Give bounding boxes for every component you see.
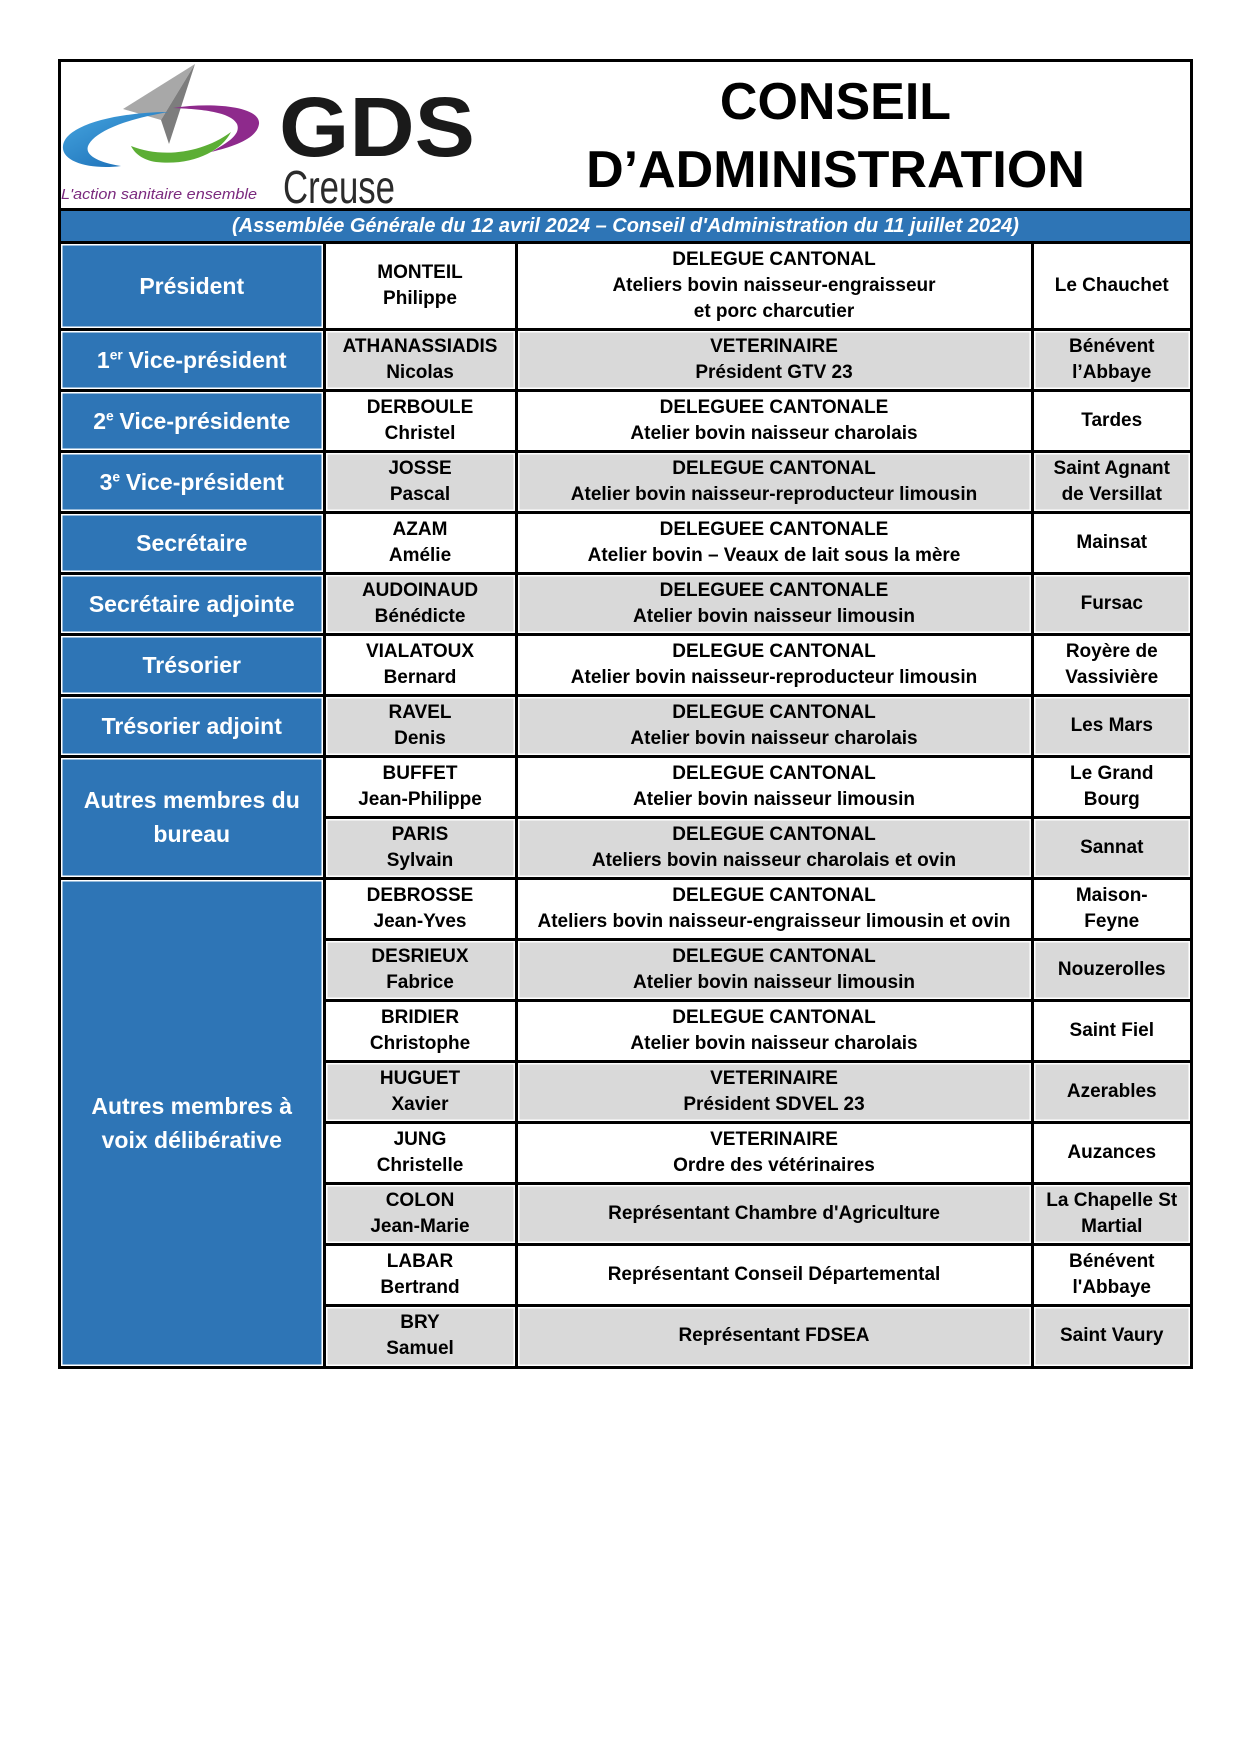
- commune-line: Maison-: [1075, 884, 1148, 906]
- member-commune-cell: [1032, 695, 1190, 756]
- function-line: Président GTV 23: [695, 361, 853, 383]
- member-commune-cell: [1032, 1061, 1190, 1122]
- member-name-cell: [324, 756, 516, 817]
- member-function-cell: [516, 1244, 1032, 1305]
- member-firstname: Christelle: [376, 1154, 464, 1176]
- role-label: bureau: [153, 821, 231, 847]
- role-label-line: [65, 465, 319, 499]
- member-row: [61, 329, 1190, 390]
- member-surname: DERBOULE: [366, 396, 474, 418]
- member-surname: JOSSE: [388, 457, 452, 479]
- role-cell: [61, 451, 324, 512]
- member-firstname: Xavier: [391, 1093, 449, 1115]
- commune-line: Martial: [1081, 1215, 1143, 1237]
- member-firstname: Christophe: [369, 1032, 471, 1054]
- member-row: [61, 756, 1190, 817]
- commune-line: Fursac: [1080, 592, 1143, 614]
- function-line: Ateliers bovin naisseur-engraisseur limousin et ovin: [537, 910, 1011, 932]
- function-line: Atelier bovin – Veaux de lait sous la mère: [587, 544, 961, 566]
- commune-line: Vassivière: [1065, 666, 1159, 688]
- member-function-cell: [516, 695, 1032, 756]
- function-line: Ateliers bovin naisseur-engraisseur: [612, 274, 936, 296]
- board-table: [61, 244, 1190, 1366]
- member-firstname: Jean-Marie: [370, 1215, 470, 1237]
- member-name-cell: [324, 451, 516, 512]
- member-commune-cell: [1032, 512, 1190, 573]
- logo-brand: GDS: [279, 80, 475, 174]
- commune-line: Saint Vaury: [1060, 1325, 1164, 1347]
- commune-line: Azerables: [1066, 1080, 1157, 1102]
- member-firstname: Jean-Philippe: [358, 788, 482, 810]
- member-name-cell: [324, 878, 516, 939]
- member-surname: RAVEL: [388, 701, 452, 723]
- commune-line: Bénévent: [1068, 1250, 1155, 1272]
- member-commune-cell: [1032, 939, 1190, 1000]
- member-function-cell: [516, 1305, 1032, 1366]
- member-function-cell: [516, 634, 1032, 695]
- commune-line: Les Mars: [1070, 714, 1153, 736]
- member-name-cell: [324, 634, 516, 695]
- member-firstname: Nicolas: [386, 361, 454, 383]
- member-firstname: Samuel: [386, 1338, 454, 1360]
- member-name-cell: [324, 1122, 516, 1183]
- member-surname: BUFFET: [382, 762, 458, 784]
- function-line: DELEGUE CANTONAL: [672, 762, 876, 784]
- member-name-cell: [324, 573, 516, 634]
- member-surname: BRIDIER: [380, 1006, 460, 1028]
- member-name-cell: [324, 1183, 516, 1244]
- member-firstname: Sylvain: [386, 849, 454, 871]
- member-commune-cell: [1032, 244, 1190, 329]
- member-row: [61, 512, 1190, 573]
- member-commune-cell: [1032, 878, 1190, 939]
- member-firstname: Jean-Yves: [373, 910, 467, 932]
- logo-green-swoosh-icon: [131, 132, 231, 163]
- role-label: Secrétaire: [136, 529, 248, 556]
- commune-line: Mainsat: [1076, 531, 1148, 553]
- commune-line: La Chapelle St: [1046, 1189, 1178, 1211]
- member-function-cell: [516, 1183, 1032, 1244]
- role-cell: [61, 695, 324, 756]
- role-rank-number: 1: [96, 346, 110, 373]
- commune-line: Saint Agnant: [1053, 457, 1170, 479]
- function-line: DELEGUE CANTONAL: [672, 248, 876, 270]
- commune-line: Bourg: [1083, 788, 1140, 810]
- logo-tagline: L'action sanitaire ensemble: [61, 186, 257, 203]
- role-rank-suffix: er: [109, 346, 123, 362]
- commune-line: Auzances: [1067, 1141, 1157, 1163]
- member-surname: HUGUET: [379, 1067, 461, 1089]
- member-surname: AUDOINAUD: [361, 579, 479, 601]
- page-title: [481, 68, 1190, 204]
- role-label: Vice-présidente: [119, 407, 291, 434]
- member-function-cell: [516, 390, 1032, 451]
- member-name-cell: [324, 1244, 516, 1305]
- member-commune-cell: [1032, 329, 1190, 390]
- member-function-cell: [516, 756, 1032, 817]
- role-label: Président: [139, 272, 245, 299]
- function-line: Représentant FDSEA: [678, 1325, 870, 1347]
- member-function-cell: [516, 573, 1032, 634]
- member-surname: DEBROSSE: [366, 884, 474, 906]
- member-firstname: Bertrand: [380, 1276, 460, 1298]
- commune-line: Saint Fiel: [1069, 1019, 1154, 1041]
- member-commune-cell: [1032, 573, 1190, 634]
- role-cell: [61, 573, 324, 634]
- role-cell: [61, 329, 324, 390]
- member-firstname: Christel: [384, 422, 456, 444]
- function-line: DELEGUEE CANTONALE: [659, 396, 889, 418]
- commune-line: Le Grand: [1070, 762, 1154, 784]
- role-rank-number: 3: [99, 468, 113, 495]
- member-function-cell: [516, 878, 1032, 939]
- function-line: DELEGUE CANTONAL: [672, 701, 876, 723]
- function-line: DELEGUE CANTONAL: [672, 884, 876, 906]
- function-line: DELEGUE CANTONAL: [672, 1006, 876, 1028]
- function-line: et porc charcutier: [693, 300, 855, 322]
- commune-line: Le Chauchet: [1054, 274, 1169, 296]
- role-label: Trésorier: [142, 651, 241, 678]
- function-line: Atelier bovin naisseur charolais: [630, 1032, 918, 1054]
- function-line: Représentant Chambre d'Agriculture: [608, 1202, 940, 1224]
- role-rank-suffix: e: [105, 407, 114, 423]
- member-name-cell: [324, 1000, 516, 1061]
- board-frame: [58, 59, 1193, 1369]
- logo-pointer-icon: [123, 64, 195, 144]
- board-table-body: [61, 244, 1190, 1366]
- function-line: Représentant Conseil Départemental: [607, 1263, 941, 1285]
- member-function-cell: [516, 512, 1032, 573]
- function-line: VETERINAIRE: [710, 335, 838, 357]
- member-name-cell: [324, 1061, 516, 1122]
- member-function-cell: [516, 1061, 1032, 1122]
- function-line: Ordre des vétérinaires: [673, 1154, 875, 1176]
- member-surname: AZAM: [392, 518, 448, 540]
- member-firstname: Denis: [394, 727, 446, 749]
- member-name-cell: [324, 390, 516, 451]
- commune-line: Tardes: [1081, 409, 1143, 431]
- function-line: DELEGUEE CANTONALE: [659, 579, 889, 601]
- document-header: [61, 62, 1190, 211]
- member-commune-cell: [1032, 817, 1190, 878]
- member-surname: COLON: [385, 1189, 455, 1211]
- role-cell: [61, 512, 324, 573]
- member-surname: PARIS: [391, 823, 449, 845]
- member-surname: BRY: [400, 1312, 440, 1334]
- member-row: [61, 634, 1190, 695]
- meeting-subtitle: (Assemblée Générale du 12 avril 2024 – Conseil d'Administration du 11 juillet 2024): [61, 211, 1190, 244]
- function-line: VETERINAIRE: [710, 1128, 838, 1150]
- member-commune-cell: [1032, 1122, 1190, 1183]
- member-name-cell: [324, 1305, 516, 1366]
- role-label: voix délibérative: [101, 1126, 282, 1153]
- function-line: Atelier bovin naisseur limousin: [633, 788, 915, 810]
- title-line: D’ADMINISTRATION: [586, 141, 1085, 199]
- member-commune-cell: [1032, 1244, 1190, 1305]
- member-function-cell: [516, 1000, 1032, 1061]
- function-line: Président SDVEL 23: [683, 1093, 865, 1115]
- function-line: Atelier bovin naisseur-reproducteur limousin: [570, 483, 978, 505]
- member-function-cell: [516, 451, 1032, 512]
- role-rank-number: 2: [93, 407, 106, 434]
- function-line: DELEGUE CANTONAL: [672, 457, 876, 479]
- member-row: [61, 573, 1190, 634]
- member-firstname: Bénédicte: [374, 605, 466, 627]
- role-cell: [61, 390, 324, 451]
- member-commune-cell: [1032, 451, 1190, 512]
- function-line: DELEGUE CANTONAL: [672, 640, 876, 662]
- function-line: Atelier bovin naisseur charolais: [630, 727, 918, 749]
- role-rank-suffix: e: [112, 468, 121, 484]
- member-function-cell: [516, 817, 1032, 878]
- role-label: Vice-président: [128, 346, 287, 373]
- member-commune-cell: [1032, 1000, 1190, 1061]
- member-commune-cell: [1032, 1305, 1190, 1366]
- member-firstname: Bernard: [383, 666, 457, 688]
- member-name-cell: [324, 939, 516, 1000]
- member-commune-cell: [1032, 756, 1190, 817]
- member-surname: DESRIEUX: [371, 945, 469, 967]
- member-row: [61, 695, 1190, 756]
- member-commune-cell: [1032, 390, 1190, 451]
- commune-line: Nouzerolles: [1057, 958, 1166, 980]
- function-line: Atelier bovin naisseur charolais: [630, 422, 918, 444]
- role-label: Vice-président: [125, 468, 284, 495]
- member-name-cell: [324, 329, 516, 390]
- role-label: Autres membres à: [91, 1092, 293, 1119]
- title-line: CONSEIL: [719, 73, 952, 131]
- commune-line: Bénévent: [1068, 335, 1155, 357]
- function-line: Atelier bovin naisseur-reproducteur limousin: [570, 666, 978, 688]
- member-row: [61, 244, 1190, 329]
- role-label: Autres membres du: [83, 787, 300, 813]
- member-surname: MONTEIL: [377, 261, 463, 283]
- member-name-cell: [324, 512, 516, 573]
- function-line: DELEGUEE CANTONALE: [659, 518, 889, 540]
- member-firstname: Fabrice: [386, 971, 454, 993]
- role-label-line: [65, 404, 319, 438]
- role-cell: [61, 244, 324, 329]
- role-cell: [61, 634, 324, 695]
- function-line: Atelier bovin naisseur limousin: [633, 971, 915, 993]
- member-row: [61, 878, 1190, 939]
- commune-line: l'Abbaye: [1072, 1276, 1151, 1298]
- function-line: DELEGUE CANTONAL: [672, 945, 876, 967]
- member-function-cell: [516, 1122, 1032, 1183]
- role-cell: [61, 756, 324, 878]
- member-row: [61, 451, 1190, 512]
- member-firstname: Amélie: [388, 544, 452, 566]
- function-line: Ateliers bovin naisseur charolais et ovin: [591, 849, 957, 871]
- member-function-cell: [516, 939, 1032, 1000]
- commune-line: Feyne: [1084, 910, 1140, 932]
- member-firstname: Philippe: [383, 287, 457, 309]
- member-name-cell: [324, 244, 516, 329]
- member-surname: JUNG: [393, 1128, 447, 1150]
- member-row: [61, 390, 1190, 451]
- gds-creuse-logo: [61, 62, 491, 208]
- commune-line: de Versillat: [1061, 483, 1162, 505]
- function-line: VETERINAIRE: [710, 1067, 838, 1089]
- member-name-cell: [324, 695, 516, 756]
- member-function-cell: [516, 244, 1032, 329]
- commune-line: Sannat: [1080, 836, 1144, 858]
- member-surname: LABAR: [386, 1250, 454, 1272]
- member-commune-cell: [1032, 1183, 1190, 1244]
- member-surname: ATHANASSIADIS: [342, 335, 498, 357]
- member-commune-cell: [1032, 634, 1190, 695]
- function-line: DELEGUE CANTONAL: [672, 823, 876, 845]
- commune-line: Royère de: [1065, 640, 1158, 662]
- member-name-cell: [324, 817, 516, 878]
- member-surname: VIALATOUX: [365, 640, 475, 662]
- function-line: Atelier bovin naisseur limousin: [633, 605, 915, 627]
- role-label: Secrétaire adjointe: [88, 590, 295, 617]
- member-firstname: Pascal: [389, 483, 451, 505]
- logo-region: Creuse: [283, 161, 395, 208]
- member-function-cell: [516, 329, 1032, 390]
- commune-line: l’Abbaye: [1072, 361, 1152, 383]
- role-label-line: [65, 343, 319, 377]
- role-cell: [61, 878, 324, 1366]
- role-label: Trésorier adjoint: [101, 712, 282, 739]
